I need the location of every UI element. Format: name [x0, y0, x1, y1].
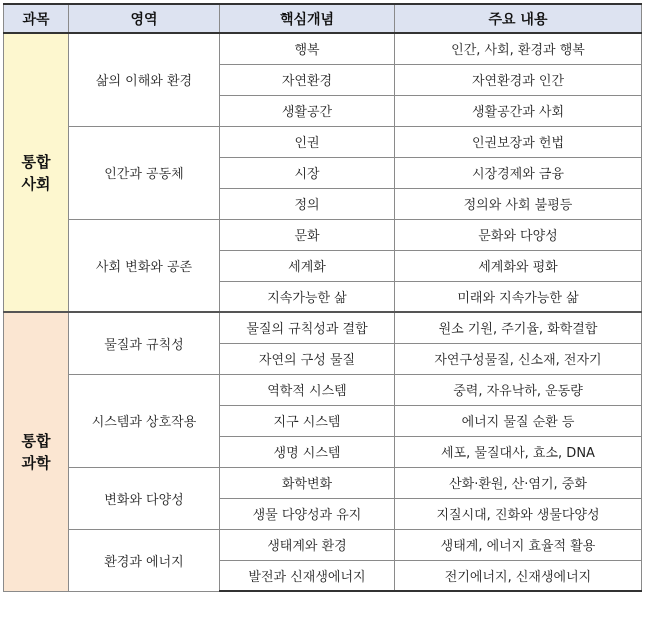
subject-cell-science	[4, 312, 69, 591]
concept-cell: 인권	[220, 126, 395, 157]
concept-cell: 시장	[220, 157, 395, 188]
content-cell: 자연구성물질, 신소재, 전자기	[395, 343, 642, 374]
curriculum-table	[3, 3, 642, 592]
header-subject: 과목	[4, 4, 69, 33]
content-cell: 시장경제와 금융	[395, 157, 642, 188]
area-cell: 인간과 공동체	[69, 126, 220, 219]
header-area: 영역	[69, 4, 220, 33]
content-cell: 세포, 물질대사, 효소, DNA	[395, 436, 642, 467]
concept-cell: 문화	[220, 219, 395, 250]
concept-cell: 물질의 규칙성과 결합	[220, 312, 395, 343]
subject-name-line1: 통합	[21, 431, 51, 450]
subject-cell-social	[4, 33, 69, 312]
content-cell: 정의와 사회 불평등	[395, 188, 642, 219]
concept-cell: 지속가능한 삶	[220, 281, 395, 312]
area-cell: 사회 변화와 공존	[69, 219, 220, 312]
area-cell: 변화와 다양성	[69, 467, 220, 529]
concept-cell: 행복	[220, 33, 395, 64]
concept-cell: 생태계와 환경	[220, 529, 395, 560]
table-row	[4, 312, 642, 343]
content-cell: 미래와 지속가능한 삶	[395, 281, 642, 312]
header-row	[4, 4, 642, 33]
subject-name-line1: 통합	[21, 152, 51, 171]
concept-cell: 생활공간	[220, 95, 395, 126]
table-row	[4, 529, 642, 560]
concept-cell: 자연의 구성 물질	[220, 343, 395, 374]
concept-cell: 생물 다양성과 유지	[220, 498, 395, 529]
area-cell: 환경과 에너지	[69, 529, 220, 591]
content-cell: 에너지 물질 순환 등	[395, 405, 642, 436]
content-cell: 세계화와 평화	[395, 250, 642, 281]
content-cell: 전기에너지, 신재생에너지	[395, 560, 642, 591]
content-cell: 지질시대, 진화와 생물다양성	[395, 498, 642, 529]
concept-cell: 역학적 시스템	[220, 374, 395, 405]
area-cell: 시스템과 상호작용	[69, 374, 220, 467]
subject-name-line2: 과학	[21, 453, 51, 472]
content-cell: 생활공간과 사회	[395, 95, 642, 126]
table-row	[4, 374, 642, 405]
area-cell: 물질과 규칙성	[69, 312, 220, 374]
content-cell: 산화·환원, 산·염기, 중화	[395, 467, 642, 498]
concept-cell: 세계화	[220, 250, 395, 281]
table-row	[4, 219, 642, 250]
table-row	[4, 467, 642, 498]
content-cell: 중력, 자유낙하, 운동량	[395, 374, 642, 405]
content-cell: 생태계, 에너지 효율적 활용	[395, 529, 642, 560]
area-cell: 삶의 이해와 환경	[69, 33, 220, 126]
concept-cell: 화학변화	[220, 467, 395, 498]
concept-cell: 발전과 신재생에너지	[220, 560, 395, 591]
table-row	[4, 33, 642, 64]
content-cell: 인권보장과 헌법	[395, 126, 642, 157]
content-cell: 자연환경과 인간	[395, 64, 642, 95]
concept-cell: 생명 시스템	[220, 436, 395, 467]
concept-cell: 자연환경	[220, 64, 395, 95]
table-row	[4, 126, 642, 157]
content-cell: 문화와 다양성	[395, 219, 642, 250]
header-core-concept: 핵심개념	[220, 4, 395, 33]
concept-cell: 지구 시스템	[220, 405, 395, 436]
content-cell: 인간, 사회, 환경과 행복	[395, 33, 642, 64]
concept-cell: 정의	[220, 188, 395, 219]
content-cell: 원소 기원, 주기율, 화학결합	[395, 312, 642, 343]
subject-name-line2: 사회	[21, 174, 51, 193]
header-main-content: 주요 내용	[395, 4, 642, 33]
